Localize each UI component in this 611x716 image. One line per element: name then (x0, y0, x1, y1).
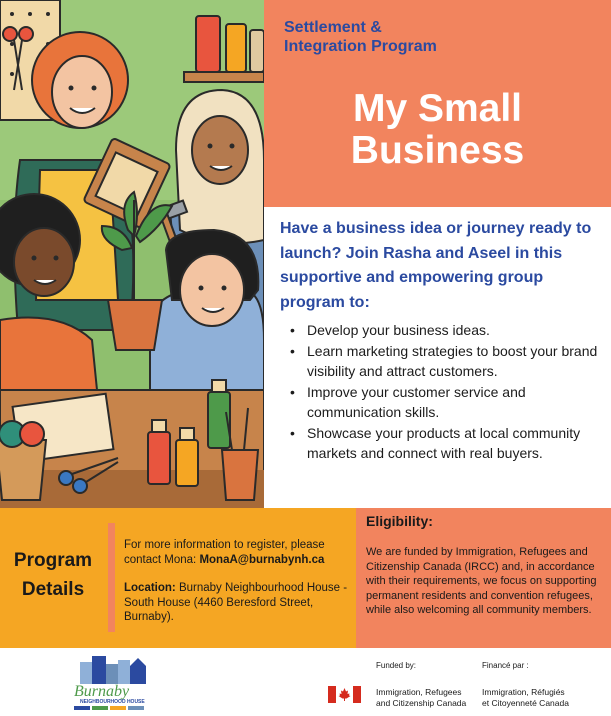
contact-email-link[interactable]: MonaA@burnabynh.ca (199, 553, 325, 566)
location-label: Location: (124, 582, 176, 594)
location-info (124, 581, 352, 625)
details-heading-line1: Program (13, 550, 93, 571)
program-details-heading (0, 546, 106, 604)
benefits-list (290, 320, 608, 464)
contact-text: For more information to register, please contact Mona: (124, 539, 325, 566)
finance-par-label: Financé par : (482, 661, 529, 670)
list-item: • Learn marketing strategies to boost your brand visibility and attract customers. (290, 341, 608, 382)
program-name-line1: Settlement & (284, 19, 382, 36)
yarn-basket-icon (0, 421, 46, 500)
ircc-name-en (376, 687, 466, 709)
list-item: • Showcase your products at local community markets and connect with real buyers. (290, 423, 608, 464)
program-name (284, 18, 604, 56)
contact-info (124, 538, 352, 567)
ircc-en-line2: and Citizenship Canada (376, 698, 467, 708)
artisans-illustration (0, 0, 264, 508)
ircc-fr-line1: Immigration, Réfugiés (482, 687, 565, 697)
footer (0, 648, 611, 716)
content-panel (264, 207, 611, 508)
logo-subtitle: NEIGHBOURHOOD HOUSE (80, 699, 145, 705)
list-item: • Improve your customer service and communication skills. (290, 382, 608, 423)
intro-text: Have a business idea or journey ready to launch? Join Rasha and Aseel in this supportive and empowering group program to: (280, 220, 592, 311)
list-item: • Develop your business ideas. (290, 320, 608, 341)
details-info (124, 538, 352, 639)
canada-flag-icon (328, 686, 361, 703)
page-title (264, 88, 611, 172)
funded-by-label: Funded by: (376, 661, 417, 670)
ircc-en-line1: Immigration, Refugees (376, 687, 462, 697)
burnaby-neighbourhood-house-logo (70, 652, 156, 712)
program-name-line2: Integration Program (284, 38, 437, 55)
illustration (0, 0, 264, 508)
details-heading-line2: Details (21, 579, 85, 600)
title-line2: Business (350, 129, 525, 172)
ircc-fr-line2: et Citoyenneté Canada (482, 698, 569, 708)
eligibility-panel (356, 508, 611, 648)
program-details-panel (0, 508, 356, 648)
details-divider (108, 523, 115, 632)
eligibility-text: We are funded by Immigration, Refugees and Citizenship Canada (IRCC) and, in accordance with their requirements, we focus on supporting permanent residents and convention refugees, while also welcoming all community members. (366, 546, 597, 616)
eligibility-title: Eligibility: (366, 513, 433, 529)
logo-word: Burnaby (74, 683, 130, 700)
location-text: Burnaby Neighbourhood House - South House (4460 Beresford Street, Burnaby). (124, 582, 348, 623)
header-panel (264, 0, 611, 207)
ircc-name-fr (482, 687, 569, 709)
title-line1: My Small (352, 87, 523, 130)
